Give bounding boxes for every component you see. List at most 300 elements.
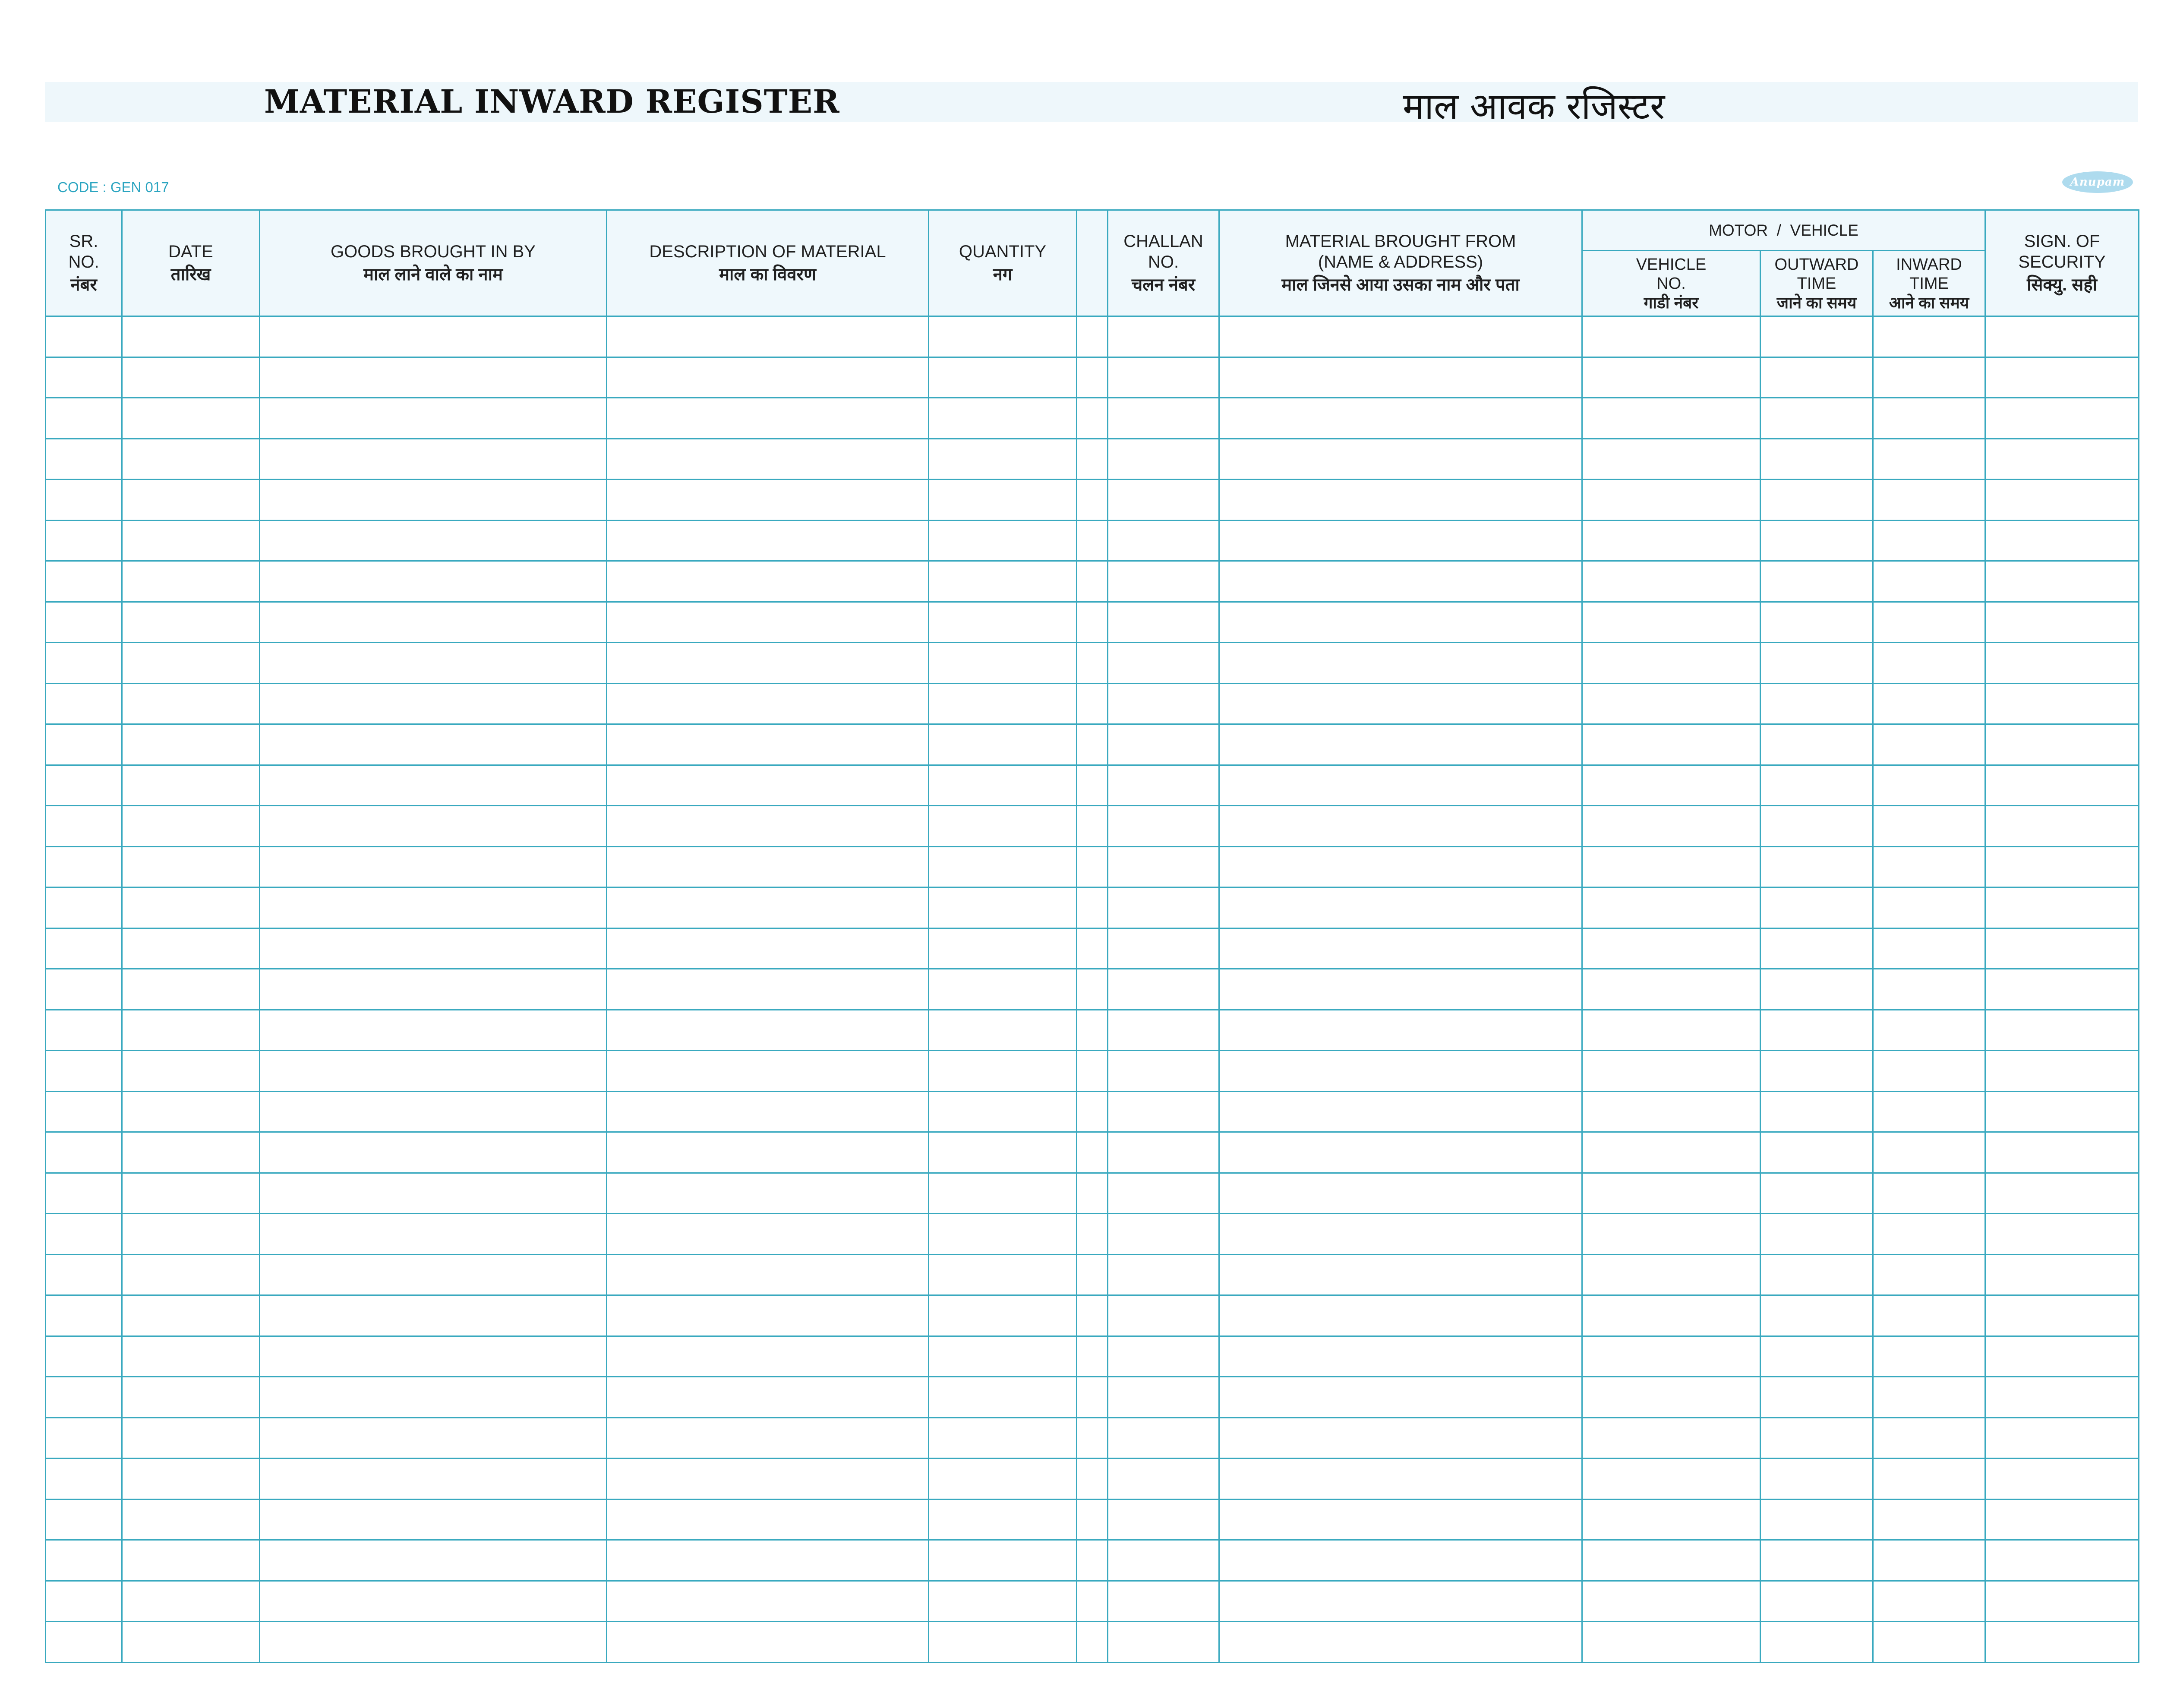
table-cell bbox=[260, 1540, 607, 1581]
table-row bbox=[46, 1499, 2139, 1540]
table-cell bbox=[46, 1173, 122, 1214]
table-cell bbox=[607, 316, 929, 357]
table-row bbox=[46, 1295, 2139, 1336]
col-header-blank bbox=[1077, 210, 1108, 316]
table-cell bbox=[1219, 1459, 1582, 1500]
table-cell bbox=[929, 765, 1077, 806]
table-cell bbox=[1219, 1010, 1582, 1051]
table-cell bbox=[122, 1051, 260, 1092]
table-row bbox=[46, 1622, 2139, 1663]
table-cell bbox=[929, 561, 1077, 602]
table-cell bbox=[46, 683, 122, 724]
table-cell bbox=[929, 1173, 1077, 1214]
table-cell bbox=[1582, 928, 1760, 969]
table-cell bbox=[260, 357, 607, 398]
table-cell bbox=[1760, 1459, 1873, 1500]
table-cell bbox=[607, 1377, 929, 1418]
table-cell bbox=[1219, 316, 1582, 357]
table-cell bbox=[1219, 1173, 1582, 1214]
table-row bbox=[46, 439, 2139, 480]
table-cell bbox=[1760, 439, 1873, 480]
table-cell bbox=[1582, 724, 1760, 765]
table-cell bbox=[260, 928, 607, 969]
table-cell bbox=[1108, 439, 1219, 480]
table-cell bbox=[1582, 1622, 1760, 1663]
table-cell bbox=[1873, 1132, 1985, 1173]
table-cell bbox=[260, 1622, 607, 1663]
table-cell bbox=[1985, 1091, 2139, 1132]
col-header-outward-time: OUTWARD TIME जाने का समय bbox=[1760, 251, 1873, 316]
table-cell bbox=[1985, 1581, 2139, 1622]
table-cell bbox=[1077, 561, 1108, 602]
table-cell bbox=[1077, 1051, 1108, 1092]
table-cell bbox=[1873, 1295, 1985, 1336]
table-cell bbox=[1985, 969, 2139, 1010]
table-cell bbox=[260, 1214, 607, 1255]
register-body bbox=[46, 316, 2139, 1663]
table-cell bbox=[1108, 1051, 1219, 1092]
table-cell bbox=[1873, 602, 1985, 643]
table-cell bbox=[1219, 602, 1582, 643]
table-cell bbox=[607, 643, 929, 684]
table-cell bbox=[122, 806, 260, 847]
table-cell bbox=[1108, 1173, 1219, 1214]
table-cell bbox=[1219, 1051, 1582, 1092]
table-cell bbox=[1760, 1336, 1873, 1377]
table-cell bbox=[260, 1254, 607, 1295]
table-cell bbox=[1985, 1622, 2139, 1663]
table-row bbox=[46, 602, 2139, 643]
table-cell bbox=[122, 561, 260, 602]
table-cell bbox=[1873, 1499, 1985, 1540]
table-row bbox=[46, 887, 2139, 928]
table-cell bbox=[1108, 724, 1219, 765]
table-cell bbox=[607, 561, 929, 602]
table-cell bbox=[607, 357, 929, 398]
table-cell bbox=[1108, 520, 1219, 561]
table-cell bbox=[929, 1010, 1077, 1051]
table-cell bbox=[1760, 1132, 1873, 1173]
table-cell bbox=[929, 1254, 1077, 1295]
col-header-goods-brought-in-by: GOODS BROUGHT IN BY माल लाने वाले का नाम bbox=[260, 210, 607, 316]
table-cell bbox=[1077, 1336, 1108, 1377]
table-cell bbox=[1219, 1336, 1582, 1377]
table-cell bbox=[929, 1581, 1077, 1622]
table-cell bbox=[607, 1214, 929, 1255]
table-cell bbox=[1873, 357, 1985, 398]
table-cell bbox=[46, 806, 122, 847]
table-cell bbox=[46, 1214, 122, 1255]
table-cell bbox=[1108, 887, 1219, 928]
table-row bbox=[46, 520, 2139, 561]
table-row bbox=[46, 1459, 2139, 1500]
table-cell bbox=[122, 602, 260, 643]
table-cell bbox=[260, 1173, 607, 1214]
table-cell bbox=[1077, 398, 1108, 439]
table-cell bbox=[1077, 1254, 1108, 1295]
table-cell bbox=[1760, 1010, 1873, 1051]
table-cell bbox=[1077, 1499, 1108, 1540]
table-cell bbox=[929, 806, 1077, 847]
table-cell bbox=[1873, 928, 1985, 969]
table-cell bbox=[929, 1499, 1077, 1540]
table-cell bbox=[1219, 724, 1582, 765]
table-cell bbox=[1873, 1540, 1985, 1581]
table-cell bbox=[1760, 806, 1873, 847]
table-cell bbox=[1985, 1173, 2139, 1214]
table-cell bbox=[1760, 1377, 1873, 1418]
table-row bbox=[46, 1581, 2139, 1622]
table-cell bbox=[46, 561, 122, 602]
table-cell bbox=[122, 1254, 260, 1295]
table-cell bbox=[1077, 520, 1108, 561]
table-cell bbox=[1219, 1581, 1582, 1622]
table-cell bbox=[260, 480, 607, 521]
table-row bbox=[46, 683, 2139, 724]
table-cell bbox=[260, 724, 607, 765]
table-cell bbox=[1108, 1459, 1219, 1500]
table-cell bbox=[1219, 520, 1582, 561]
table-cell bbox=[260, 1132, 607, 1173]
table-cell bbox=[607, 1540, 929, 1581]
table-row bbox=[46, 643, 2139, 684]
table-cell bbox=[260, 1091, 607, 1132]
col-header-challan-no: CHALLAN NO. चलन नंबर bbox=[1108, 210, 1219, 316]
table-cell bbox=[1077, 1010, 1108, 1051]
table-cell bbox=[1077, 439, 1108, 480]
table-cell bbox=[607, 1051, 929, 1092]
col-header-sr-no: SR. NO. नंबर bbox=[46, 210, 122, 316]
table-cell bbox=[1985, 1418, 2139, 1459]
table-cell bbox=[1873, 480, 1985, 521]
table-cell bbox=[1873, 1418, 1985, 1459]
table-row bbox=[46, 480, 2139, 521]
table-cell bbox=[1985, 846, 2139, 887]
table-cell bbox=[1582, 1336, 1760, 1377]
table-row bbox=[46, 1254, 2139, 1295]
table-cell bbox=[1582, 1091, 1760, 1132]
table-cell bbox=[260, 846, 607, 887]
table-cell bbox=[1219, 439, 1582, 480]
table-cell bbox=[46, 1540, 122, 1581]
table-cell bbox=[1582, 602, 1760, 643]
table-cell bbox=[1760, 520, 1873, 561]
table-cell bbox=[1985, 439, 2139, 480]
table-row bbox=[46, 928, 2139, 969]
table-cell bbox=[607, 969, 929, 1010]
table-cell bbox=[1219, 1091, 1582, 1132]
table-cell bbox=[46, 480, 122, 521]
table-cell bbox=[1108, 1295, 1219, 1336]
table-cell bbox=[1108, 1418, 1219, 1459]
table-cell bbox=[1582, 765, 1760, 806]
table-cell bbox=[1760, 1173, 1873, 1214]
table-cell bbox=[1582, 1254, 1760, 1295]
table-cell bbox=[46, 1336, 122, 1377]
table-cell bbox=[929, 1459, 1077, 1500]
table-cell bbox=[1077, 683, 1108, 724]
table-cell bbox=[46, 765, 122, 806]
table-cell bbox=[1985, 765, 2139, 806]
table-cell bbox=[1219, 561, 1582, 602]
table-cell bbox=[46, 846, 122, 887]
table-cell bbox=[46, 928, 122, 969]
table-cell bbox=[1077, 357, 1108, 398]
table-cell bbox=[1985, 602, 2139, 643]
table-cell bbox=[1108, 683, 1219, 724]
table-cell bbox=[929, 1622, 1077, 1663]
table-cell bbox=[1108, 1499, 1219, 1540]
table-cell bbox=[1985, 561, 2139, 602]
table-cell bbox=[1873, 887, 1985, 928]
table-cell bbox=[1582, 846, 1760, 887]
table-cell bbox=[1873, 1254, 1985, 1295]
table-cell bbox=[122, 398, 260, 439]
table-cell bbox=[122, 1295, 260, 1336]
table-cell bbox=[1077, 643, 1108, 684]
table-cell bbox=[260, 602, 607, 643]
table-cell bbox=[929, 928, 1077, 969]
table-cell bbox=[260, 1459, 607, 1500]
table-cell bbox=[1985, 1459, 2139, 1500]
table-row bbox=[46, 724, 2139, 765]
table-cell bbox=[260, 520, 607, 561]
table-cell bbox=[1985, 1051, 2139, 1092]
table-cell bbox=[1582, 520, 1760, 561]
brand-logo bbox=[2062, 171, 2133, 193]
table-cell bbox=[122, 1336, 260, 1377]
table-cell bbox=[1077, 928, 1108, 969]
table-cell bbox=[46, 1622, 122, 1663]
table-cell bbox=[1760, 643, 1873, 684]
table-row bbox=[46, 765, 2139, 806]
table-cell bbox=[1873, 316, 1985, 357]
table-cell bbox=[46, 1418, 122, 1459]
table-cell bbox=[122, 1010, 260, 1051]
table-cell bbox=[607, 846, 929, 887]
table-cell bbox=[1219, 1418, 1582, 1459]
col-header-date: DATE तारिख bbox=[122, 210, 260, 316]
table-cell bbox=[1582, 1173, 1760, 1214]
table-cell bbox=[122, 643, 260, 684]
table-cell bbox=[1985, 1295, 2139, 1336]
table-cell bbox=[929, 439, 1077, 480]
table-cell bbox=[46, 1091, 122, 1132]
table-cell bbox=[1985, 1010, 2139, 1051]
table-cell bbox=[1760, 887, 1873, 928]
table-cell bbox=[1108, 1254, 1219, 1295]
table-cell bbox=[122, 928, 260, 969]
table-cell bbox=[1582, 1214, 1760, 1255]
table-cell bbox=[1108, 1581, 1219, 1622]
table-cell bbox=[1108, 1540, 1219, 1581]
table-cell bbox=[122, 846, 260, 887]
table-cell bbox=[1108, 846, 1219, 887]
table-cell bbox=[1219, 1214, 1582, 1255]
table-cell bbox=[1760, 316, 1873, 357]
table-cell bbox=[1108, 480, 1219, 521]
table-cell bbox=[1077, 724, 1108, 765]
table-cell bbox=[46, 724, 122, 765]
table-row bbox=[46, 398, 2139, 439]
table-cell bbox=[1077, 1214, 1108, 1255]
table-cell bbox=[1582, 643, 1760, 684]
table-cell bbox=[1582, 1295, 1760, 1336]
table-cell bbox=[1108, 969, 1219, 1010]
table-cell bbox=[929, 357, 1077, 398]
table-cell bbox=[260, 1295, 607, 1336]
col-header-vehicle-no: VEHICLE NO. गाडी नंबर bbox=[1582, 251, 1760, 316]
table-cell bbox=[929, 887, 1077, 928]
table-row bbox=[46, 1010, 2139, 1051]
table-cell bbox=[122, 724, 260, 765]
table-cell bbox=[1219, 846, 1582, 887]
table-cell bbox=[1582, 1418, 1760, 1459]
table-cell bbox=[1873, 806, 1985, 847]
table-row bbox=[46, 357, 2139, 398]
table-cell bbox=[122, 316, 260, 357]
table-row bbox=[46, 806, 2139, 847]
table-cell bbox=[46, 1499, 122, 1540]
table-cell bbox=[1077, 1091, 1108, 1132]
table-cell bbox=[46, 520, 122, 561]
table-cell bbox=[1873, 561, 1985, 602]
table-cell bbox=[607, 1499, 929, 1540]
table-cell bbox=[122, 1377, 260, 1418]
table-cell bbox=[607, 1418, 929, 1459]
table-cell bbox=[1077, 1418, 1108, 1459]
table-cell bbox=[122, 520, 260, 561]
table-cell bbox=[1873, 1010, 1985, 1051]
table-cell bbox=[122, 683, 260, 724]
table-cell bbox=[260, 398, 607, 439]
table-cell bbox=[1873, 846, 1985, 887]
table-cell bbox=[1219, 765, 1582, 806]
table-cell bbox=[607, 1336, 929, 1377]
table-cell bbox=[122, 357, 260, 398]
table-cell bbox=[46, 643, 122, 684]
table-cell bbox=[929, 683, 1077, 724]
table-cell bbox=[607, 1459, 929, 1500]
table-cell bbox=[1582, 316, 1760, 357]
table-cell bbox=[122, 1459, 260, 1500]
table-cell bbox=[1219, 1254, 1582, 1295]
table-cell bbox=[607, 1295, 929, 1336]
table-cell bbox=[929, 602, 1077, 643]
table-cell bbox=[929, 520, 1077, 561]
table-cell bbox=[607, 806, 929, 847]
table-cell bbox=[260, 1377, 607, 1418]
table-cell bbox=[260, 1581, 607, 1622]
table-cell bbox=[1077, 602, 1108, 643]
table-cell bbox=[1077, 969, 1108, 1010]
table-cell bbox=[46, 602, 122, 643]
table-cell bbox=[1582, 1377, 1760, 1418]
table-cell bbox=[1760, 765, 1873, 806]
table-cell bbox=[607, 928, 929, 969]
table-cell bbox=[1760, 602, 1873, 643]
table-cell bbox=[1582, 683, 1760, 724]
table-row bbox=[46, 1336, 2139, 1377]
table-cell bbox=[260, 316, 607, 357]
table-cell bbox=[607, 683, 929, 724]
table-cell bbox=[46, 1254, 122, 1295]
table-cell bbox=[1219, 1377, 1582, 1418]
table-cell bbox=[260, 969, 607, 1010]
table-cell bbox=[46, 357, 122, 398]
table-cell bbox=[1985, 1377, 2139, 1418]
table-cell bbox=[607, 439, 929, 480]
table-cell bbox=[1077, 1132, 1108, 1173]
table-cell bbox=[1582, 480, 1760, 521]
table-cell bbox=[1760, 1622, 1873, 1663]
table-row bbox=[46, 1214, 2139, 1255]
col-header-material-brought-from: MATERIAL BROUGHT FROM (NAME & ADDRESS) माल जिनसे आया उसका नाम और पता bbox=[1219, 210, 1582, 316]
table-cell bbox=[1873, 765, 1985, 806]
table-cell bbox=[929, 969, 1077, 1010]
table-cell bbox=[122, 1418, 260, 1459]
table-cell bbox=[1873, 520, 1985, 561]
table-cell bbox=[1985, 643, 2139, 684]
table-cell bbox=[1108, 765, 1219, 806]
table-cell bbox=[1873, 1091, 1985, 1132]
table-cell bbox=[607, 1254, 929, 1295]
table-row bbox=[46, 846, 2139, 887]
table-row bbox=[46, 1418, 2139, 1459]
table-cell bbox=[1985, 357, 2139, 398]
table-cell bbox=[1985, 480, 2139, 521]
table-cell bbox=[1108, 643, 1219, 684]
table-cell bbox=[1108, 357, 1219, 398]
table-cell bbox=[1219, 969, 1582, 1010]
table-cell bbox=[1760, 1540, 1873, 1581]
table-cell bbox=[1582, 1132, 1760, 1173]
table-cell bbox=[1582, 1051, 1760, 1092]
table-cell bbox=[929, 724, 1077, 765]
table-cell bbox=[1582, 561, 1760, 602]
table-cell bbox=[1077, 1377, 1108, 1418]
table-cell bbox=[1873, 1214, 1985, 1255]
table-cell bbox=[1873, 969, 1985, 1010]
table-cell bbox=[1219, 928, 1582, 969]
table-cell bbox=[929, 1336, 1077, 1377]
table-cell bbox=[607, 887, 929, 928]
table-cell bbox=[1219, 1499, 1582, 1540]
table-cell bbox=[1219, 357, 1582, 398]
table-cell bbox=[607, 1173, 929, 1214]
table-cell bbox=[1760, 1418, 1873, 1459]
table-cell bbox=[1873, 398, 1985, 439]
table-cell bbox=[46, 316, 122, 357]
table-cell bbox=[1582, 1581, 1760, 1622]
table-cell bbox=[46, 1132, 122, 1173]
table-cell bbox=[607, 724, 929, 765]
table-row bbox=[46, 1132, 2139, 1173]
table-row bbox=[46, 561, 2139, 602]
table-cell bbox=[1108, 1377, 1219, 1418]
table-cell bbox=[260, 1418, 607, 1459]
table-cell bbox=[1582, 357, 1760, 398]
table-cell bbox=[1077, 480, 1108, 521]
table-cell bbox=[1760, 683, 1873, 724]
table-cell bbox=[1760, 1214, 1873, 1255]
table-cell bbox=[1582, 398, 1760, 439]
table-cell bbox=[929, 1540, 1077, 1581]
table-cell bbox=[1985, 1254, 2139, 1295]
table-cell bbox=[1985, 398, 2139, 439]
table-cell bbox=[929, 1377, 1077, 1418]
table-cell bbox=[1985, 724, 2139, 765]
